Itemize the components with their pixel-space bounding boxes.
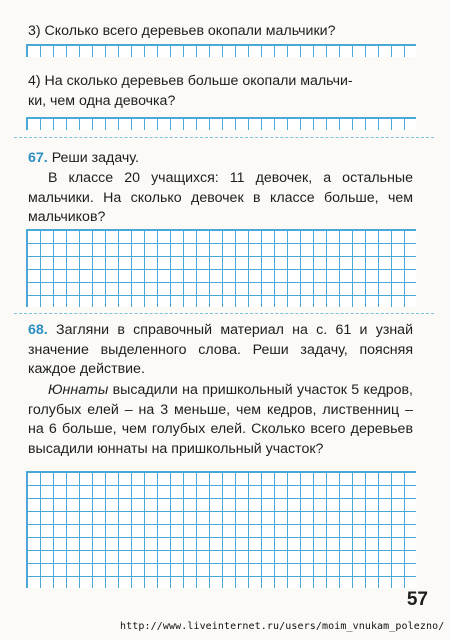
task-68-number: 68. xyxy=(28,322,48,338)
answer-grid-task-68[interactable] xyxy=(26,471,416,588)
answer-grid-q4[interactable] xyxy=(26,117,416,130)
task-68-text xyxy=(28,381,413,459)
question-4-line-1: 4) На сколько деревьев больше окопали мальчи- xyxy=(28,73,353,89)
section-divider xyxy=(14,137,434,138)
section-divider xyxy=(14,313,434,314)
page-number: 57 xyxy=(406,589,428,610)
highlighted-word: Юннаты xyxy=(48,382,109,398)
source-url[interactable]: http://www.liveinternet.ru/users/moim_vnukam_polezno/ xyxy=(120,621,445,632)
question-4-line-2: ки, чем одна девочка? xyxy=(28,93,176,109)
answer-grid-q3[interactable] xyxy=(26,44,416,57)
task-68-instruction: Загляни в справочный материал на с. 61 и узнай значение выделенного слова. Реши задачу, поясняя каждое действие. xyxy=(28,322,413,378)
task-67-header xyxy=(28,149,413,169)
task-68-header xyxy=(28,321,413,380)
question-3: 3) Сколько всего деревьев окопали мальчики? xyxy=(28,23,336,39)
task-67-text: В классе 20 учащихся: 11 девочек, а остальные мальчики. На сколько девочек в классе больше, чем мальчиков? xyxy=(28,170,413,226)
task-67-number: 67. xyxy=(28,150,48,166)
task-68-body: высадили на пришкольный участок 5 кедров, голубых елей – на 3 меньше, чем кедров, лиственниц – на 6 больше, чем голубых елей. Сколько всего деревьев высадили юннаты на пришкольный участок? xyxy=(28,382,413,457)
task-67-instruction: Реши задачу. xyxy=(51,150,139,166)
answer-grid-task-67[interactable] xyxy=(26,229,416,307)
